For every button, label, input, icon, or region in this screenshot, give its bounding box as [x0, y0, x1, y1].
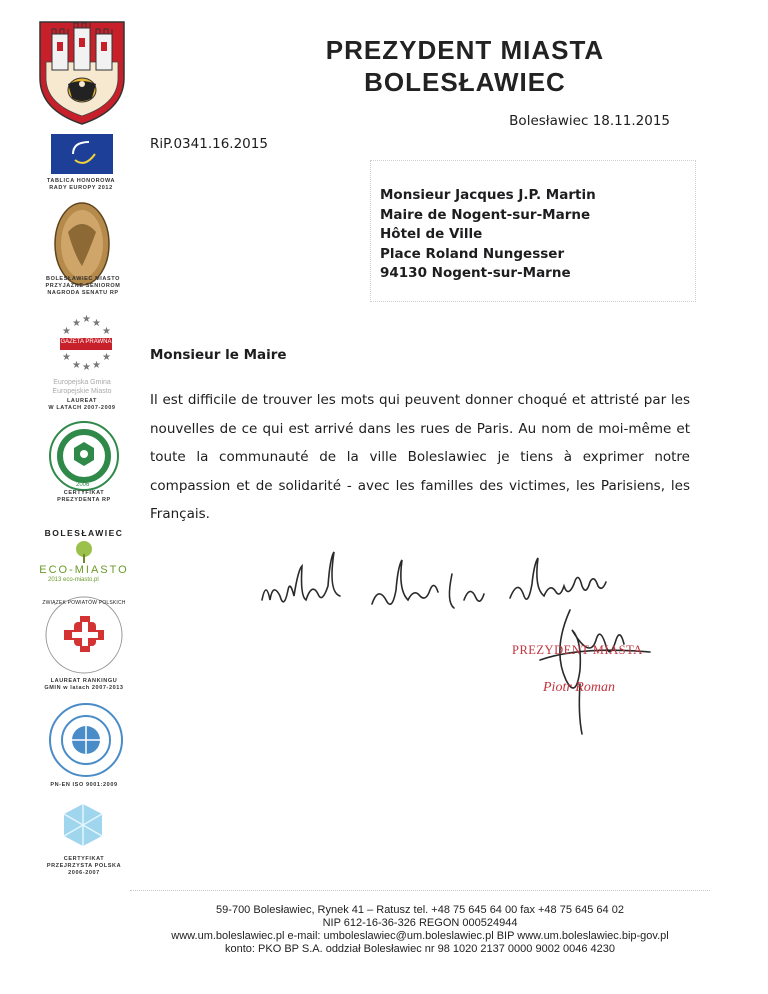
svg-text:★: ★: [62, 326, 71, 337]
recipient-line: Monsieur Jacques J.P. Martin: [380, 187, 596, 203]
zpp-ring-text: ZWIĄZEK POWIATÓW POLSKICH: [42, 600, 126, 606]
svg-text:★: ★: [92, 318, 101, 329]
green-seal-year: 2006: [76, 482, 90, 488]
svg-text:★: ★: [82, 314, 91, 325]
council-europe-caption: TABLICA HONOROWA RADY EUROPY 2012: [46, 178, 116, 191]
recipient-line: Place Roland Nungesser: [380, 245, 565, 262]
svg-text:★: ★: [82, 362, 91, 372]
city-crest-logo: [36, 18, 128, 126]
recipient-address: [380, 186, 596, 284]
euro-gmina-label: [18, 378, 146, 396]
euro-gmina-line: Europejska Gmina: [53, 379, 111, 386]
transparent-poland-crystal-icon: [62, 802, 104, 848]
euro-laureat-caption: LAUREAT W LATACH 2007-2009: [48, 398, 116, 411]
footer-bank-account: konto: PKO BP S.A. oddział Bolesławiec nr 98 1020 2137 0000 9002 0046 4230: [225, 943, 615, 955]
zpp-caption: LAUREAT RANKINGU GMIN w latach 2007-2013: [44, 678, 124, 691]
senior-award-caption: BOLESŁAWIEC MIASTO PRZYJAZNE SENIOROM NAGRODA SENATU RP: [45, 276, 121, 296]
footer-contact: [150, 904, 690, 956]
tree-icon: [70, 540, 98, 564]
senate-award-medal-icon: [54, 202, 110, 286]
stamp-title: PREZYDENT MIASTA: [512, 643, 643, 657]
letterhead-title-line1: PREZYDENT MIASTA: [325, 35, 605, 65]
eco-miasto-brand: ECO-MIASTO: [39, 564, 129, 576]
eco-city-name: BOLESŁAWIEC: [44, 528, 124, 538]
footer-web-email: www.um.boleslawiec.pl e-mail: umboleslawiec@um.boleslawiec.pl BIP www.um.boleslawiec.bip-gov.pl: [171, 930, 669, 942]
svg-text:★: ★: [102, 326, 111, 337]
eco-miasto-year-site: [48, 577, 99, 583]
letterhead-title-line2: BOLESŁAWIEC: [364, 67, 566, 97]
footer-tax-ids: NIP 612-16-36-326 REGON 000524944: [322, 917, 518, 929]
reference-number: RiP.0341.16.2015: [150, 136, 268, 152]
footer-address: 59-700 Bolesławiec, Rynek 41 – Ratusz tel. +48 75 645 64 00 fax +48 75 645 64 02: [216, 904, 624, 916]
foreign-trade-chamber-seal-icon: [48, 702, 124, 778]
eco-year: 2013: [48, 577, 62, 583]
iso-caption: PN-EN ISO 9001:2009: [50, 782, 118, 788]
stamp-name: Piotr Roman: [543, 680, 615, 695]
svg-text:★: ★: [92, 360, 101, 371]
gazeta-prawna-label: GAZETA PRAWNA: [60, 339, 112, 345]
recipient-line: Hôtel de Ville: [380, 226, 483, 242]
svg-text:★: ★: [62, 352, 71, 363]
letter-body: Il est difficile de trouver les mots qui peuvent donner choqué et attristé par les nouvelles de ce qui est arrivé dans les rues de Paris. Au nom de moi-même et toute la communauté de la ville Boleslawiec je tiens à exprimer notre compassion et de solidarité - avec les familles des victimes, les Parisiens, les Français.: [150, 392, 690, 522]
letterhead-title: [200, 34, 730, 98]
clear-cert-caption: CERTYFIKAT PRZEJRZYSTA POLSKA 2006-2007: [46, 856, 122, 876]
svg-text:★: ★: [102, 352, 111, 363]
signature: [500, 600, 680, 740]
letter-date: Bolesławiec 18.11.2015: [509, 113, 670, 129]
council-of-europe-flag-icon: [51, 134, 113, 174]
euro-miasto-line: Europejskie Miasto: [52, 388, 112, 395]
svg-text:★: ★: [72, 318, 81, 329]
salutation: Monsieur le Maire: [150, 347, 287, 363]
footer-divider: [130, 890, 710, 891]
green-cert-caption: CERTYFIKAT PREZYDENTA RP: [57, 490, 111, 503]
svg-text:★: ★: [72, 360, 81, 371]
zpp-ranking-badge-icon: [38, 594, 130, 676]
recipient-line: Maire de Nogent-sur-Marne: [380, 206, 591, 223]
eco-site: eco-miasto.pl: [63, 577, 99, 583]
recipient-line: 94130 Nogent-sur-Marne: [380, 265, 571, 281]
